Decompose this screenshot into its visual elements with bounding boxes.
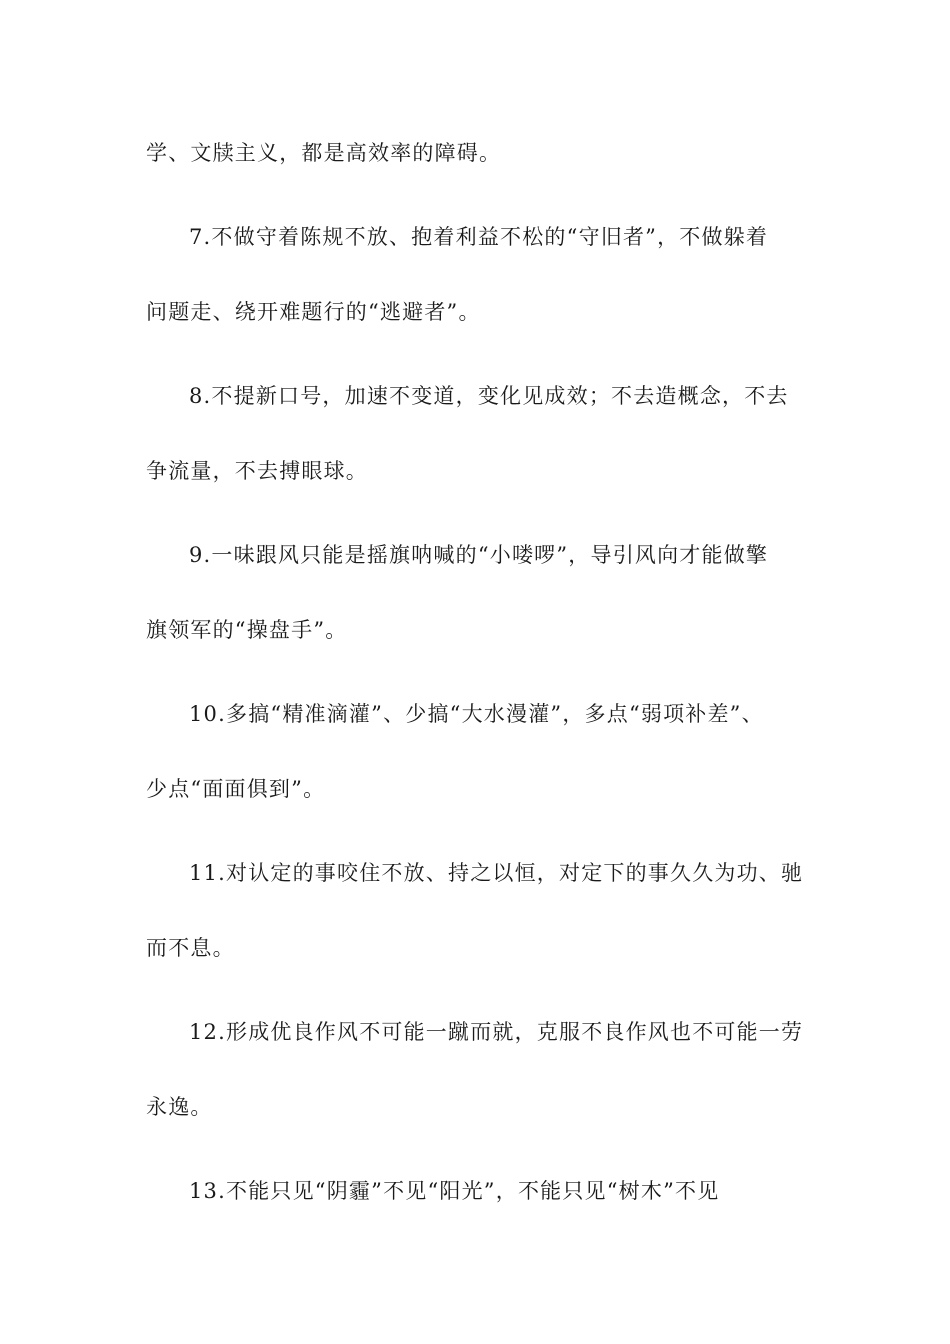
item-9-line-1: 9.一味跟风只能是摇旗呐喊的“小喽啰”，导引风向才能做擎 <box>189 543 769 567</box>
item-12-line-1: 12.形成优良作风不可能一蹴而就，克服不良作风也不可能一劳 <box>189 1020 804 1044</box>
item-11-line-1: 11.对认定的事咬住不放、持之以恒，对定下的事久久为功、驰 <box>189 861 804 885</box>
item-13-line-1: 13.不能只见“阴霾”不见“阳光”，不能只见“树木”不见 <box>189 1179 720 1203</box>
item-10-line-2: 少点“面面俱到”。 <box>146 777 326 801</box>
item-11-line-2: 而不息。 <box>146 936 235 960</box>
item-8-line-1: 8.不提新口号，加速不变道，变化见成效；不去造概念，不去 <box>189 384 789 408</box>
item-7-line-1: 7.不做守着陈规不放、抱着利益不松的“守旧者”，不做躲着 <box>189 225 769 249</box>
text-line-1: 学、文牍主义，都是高效率的障碍。 <box>146 141 502 165</box>
item-9-line-2: 旗领军的“操盘手”。 <box>146 618 348 642</box>
item-12-line-2: 永逸。 <box>146 1095 213 1119</box>
item-8-line-2: 争流量，不去搏眼球。 <box>146 459 368 483</box>
item-10-line-1: 10.多搞“精准滴灌”、少搞“大水漫灌”，多点“弱项补差”、 <box>189 702 764 726</box>
item-7-line-2: 问题走、绕开难题行的“逃避者”。 <box>146 300 481 324</box>
